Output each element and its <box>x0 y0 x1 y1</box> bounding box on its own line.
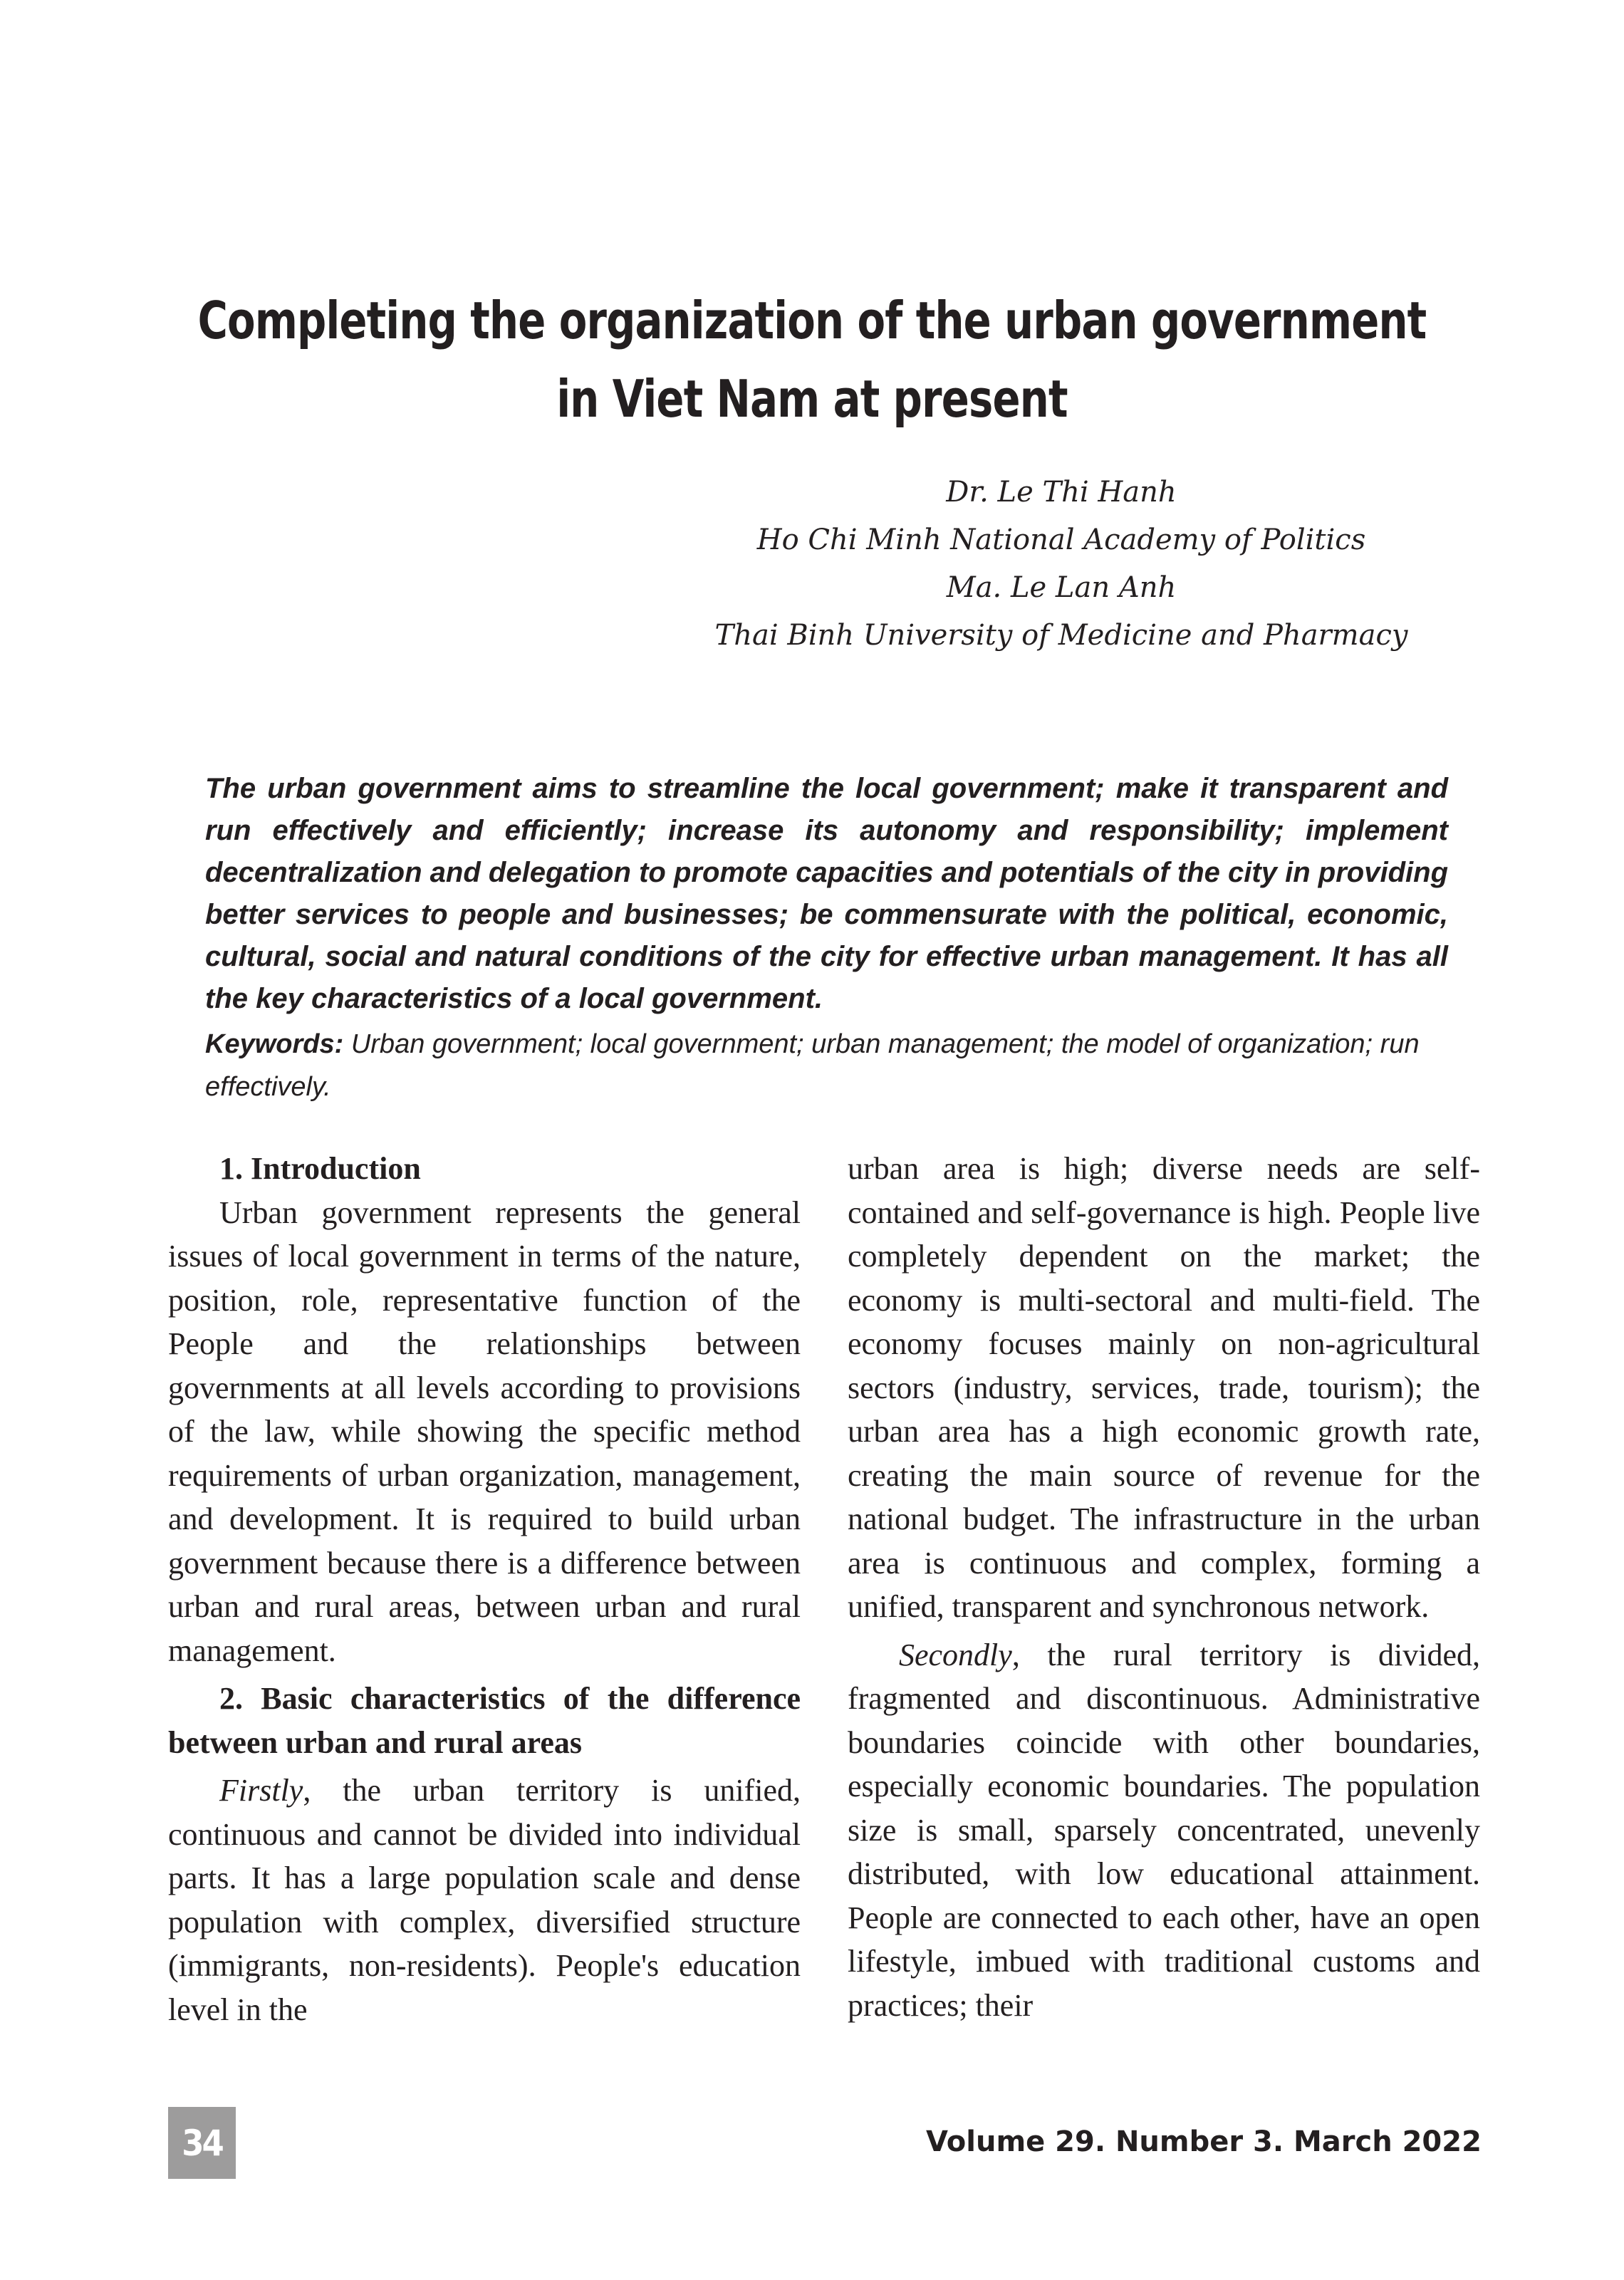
keywords-label: Keywords: <box>205 1029 344 1059</box>
page-number: 34 <box>168 2107 236 2179</box>
left-column <box>168 1147 801 2031</box>
keywords-text: Urban government; local government; urban management; the model of organization; run effectively. <box>205 1029 1420 1102</box>
paragraph-text: , the rural territory is divided, fragmented and discontinuous. Administrative boundaries coincide with other boundaries, especially economic boundaries. The population size is small, sparsely concentrated, unevenly distributed, with low educational attainment. People are connected to each other, have an open lifestyle, imbued with traditional customs and practices; their <box>848 1637 1480 2023</box>
issue-info: Volume 29. Number 3. March 2022 <box>926 2125 1482 2158</box>
paragraph-text: , the urban territory is unified, continuous and cannot be divided into individual parts. It has a large population scale and dense population with complex, diversified structure (immigrants, non-residents). People's education level in the <box>168 1773 801 2027</box>
article-title <box>162 281 1462 438</box>
lead-word: Secondly <box>899 1637 1012 1672</box>
paragraph <box>848 1633 1480 2028</box>
title-line-1: Completing the organization of the urban government <box>197 291 1427 350</box>
author-2-name: Ma. Le Lan Anh <box>946 571 1177 604</box>
right-column <box>848 1147 1480 2027</box>
section-heading-characteristics: 2. Basic characteristics of the difference between urban and rural areas <box>168 1681 801 1760</box>
keywords <box>205 1023 1448 1108</box>
author-2-affiliation: Thai Binh University of Medicine and Pharmacy <box>714 619 1408 652</box>
title-line-2: in Viet Nam at present <box>556 369 1068 429</box>
paragraph <box>168 1769 801 2031</box>
author-1-affiliation: Ho Chi Minh National Academy of Politics <box>756 524 1366 556</box>
section-heading-introduction: 1. Introduction <box>219 1151 421 1186</box>
paragraph: urban area is high; diverse needs are self-contained and self-governance is high. People live completely dependent on the market; the economy is multi-sectoral and multi-field. The economy focuses mainly on non-agricultural sectors (industry, services, trade, tourism); the urban area has a high economic growth rate, creating the main source of revenue for the national budget. The infrastructure in the urban area is continuous and complex, forming a unified, transparent and synchronous network. <box>848 1151 1480 1624</box>
author-block <box>670 469 1453 660</box>
author-1-name: Dr. Le Thi Hanh <box>946 476 1177 509</box>
abstract: The urban government aims to streamline the local government; make it transparent and run effectively and efficiently; increase its autonomy and responsibility; implement decentralization and delegation to promote capacities and potentials of the city in providing better services to people and businesses; be commensurate with the political, economic, cultural, social and natural conditions of the city for effective urban management. It has all the key characteristics of a local government. <box>205 773 1448 1014</box>
lead-word: Firstly <box>219 1773 303 1808</box>
paragraph: Urban government represents the general issues of local government in terms of the nature, position, role, representative function of the People and the relationships between governments at all levels according to provisions of the law, while showing the specific method requirements of urban organization, management, and development. It is required to build urban government because there is a difference between urban and rural areas, between urban and rural management. <box>168 1194 801 1668</box>
